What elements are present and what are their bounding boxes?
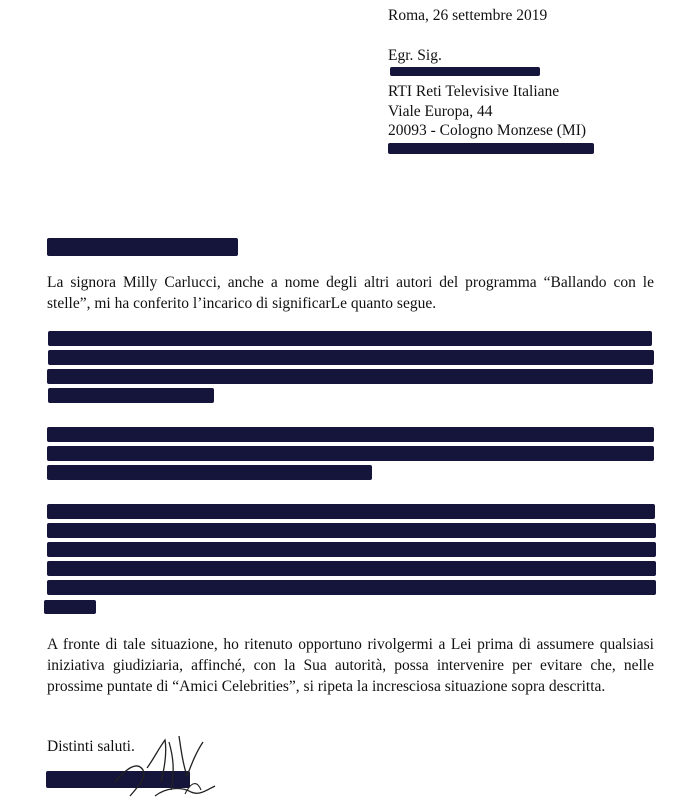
date-line: Roma, 26 settembre 2019 (388, 7, 548, 24)
redacted-line (48, 350, 654, 365)
redacted-line (47, 465, 372, 480)
redacted-line (48, 388, 214, 403)
redacted-line (47, 369, 653, 384)
intro-paragraph: La signora Milly Carlucci, anche a nome degli altri autori del programma “Ballando con le stelle”, mi ha conferito l’incarico di significarLe quanto segue. (47, 274, 654, 312)
redacted-line (47, 523, 656, 538)
redacted-line (47, 427, 654, 442)
redacted-line (47, 504, 655, 519)
recipient-company: RTI Reti Televisive Italiane (388, 83, 560, 100)
redacted-recipient-email (388, 143, 594, 154)
redacted-line (48, 331, 652, 346)
handwritten-signature (95, 730, 235, 800)
redacted-subject (47, 238, 238, 256)
recipient-street: Viale Europa, 44 (388, 103, 493, 120)
redacted-line (47, 542, 656, 557)
sign-off: Distinti saluti. (47, 738, 135, 755)
closing-paragraph: A fronte di tale situazione, ho ritenuto opportuno rivolgermi a Lei prima di assumere qualsiasi iniziativa giudiziaria, affinché, con la Sua autorità, possa intervenire per evitare che, nelle prossime puntate di “Amici Celebrities”, si ripeta la incresciosa situazione sopra descritta. (47, 636, 654, 695)
recipient-city: 20093 - Cologno Monzese (MI) (388, 122, 587, 139)
redacted-line (44, 600, 96, 614)
redacted-line (47, 561, 656, 576)
redacted-recipient-name (390, 67, 540, 76)
recipient-salutation: Egr. Sig. (388, 47, 442, 64)
redacted-line (47, 580, 656, 595)
redacted-line (47, 446, 654, 461)
